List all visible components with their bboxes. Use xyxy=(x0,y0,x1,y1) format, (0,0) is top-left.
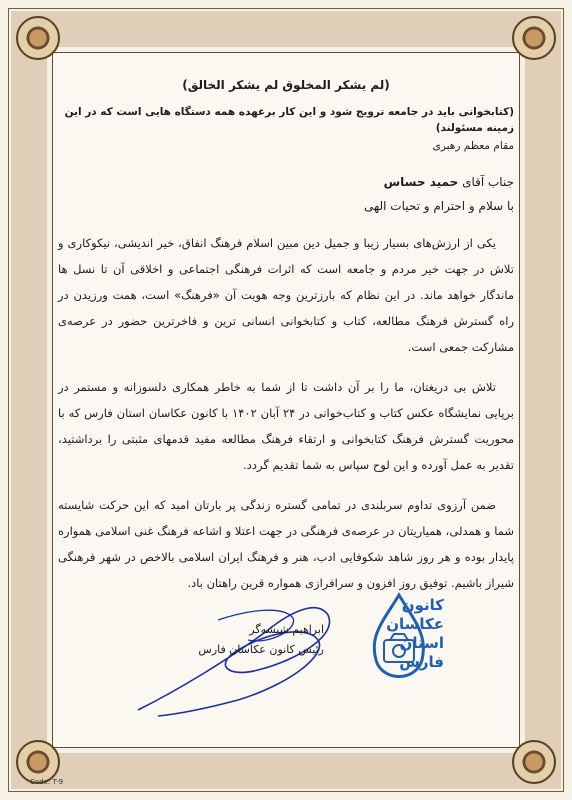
signature-area xyxy=(58,590,514,700)
signer-block xyxy=(198,620,324,660)
addressee xyxy=(58,172,514,192)
paragraph-1: یکی از ارزش‌های بسیار زیبا و جمیل دین مبین اسلام فرهنگ انفاق، خیر اندیشی، نیکوکاری و تلاش در جهت خیر مردم و جامعه است که اثرات فرهنگی اجتماعی و اخلاقی آن تا نسل ها ماندگار خواهد ماند. در این نظام که بارزترین وجه هویت آن «فرهنگ» است، همت ورزیدن در راه گسترش فرهنگ مطالعه، کتاب و کتابخوانی انسانی ترین و فاخرترین حضور در عرصه‌ی مشارکت جمعی است. xyxy=(58,236,514,354)
addressee-prefix: جناب آقای xyxy=(462,175,514,189)
signer-title: رئیس کانون عکاسان فارس xyxy=(198,643,324,656)
paragraph-3: ضمن آرزوی تداوم سربلندی در تمامی گستره زندگی پر بارتان امید که این حرکت شایسته شما و همدلی، همیاریتان در عرصه‌ی فرهنگی در جهت اعتلا و اشاعه فرهنگ غنی اسلامی همواره پایدار بوده و هر روز شاهد شکوفایی ادب، هنر و فرهنگ ایران اسلامی بالاخص در شهر فرهنگی شیراز باشیم. توفیق روز افزون و سرافرازی همواره قرین راهتان باد. xyxy=(58,498,514,590)
signer-name: ابراهیم شیشه‌گر xyxy=(249,623,324,636)
logo-line: کانون xyxy=(401,596,444,614)
heading: (لم یشکر المخلوق لم یشکر الخالق) xyxy=(182,78,390,92)
logo xyxy=(364,590,514,690)
logo-line: عکاسان xyxy=(386,615,444,633)
corner-ornament-bottom-right xyxy=(512,740,556,784)
footer-code: Code: T-9 xyxy=(30,778,64,786)
quote: (کتابخوانی باید در جامعه ترویج شود و این کار برعهده همه دستگاه هایی است که در این زمینه مسئولند) xyxy=(64,106,514,134)
greeting: با سلام و احترام و تحیات الهی xyxy=(363,199,514,213)
corner-ornament-top-left xyxy=(16,16,60,60)
logo-line: استان xyxy=(399,634,444,652)
logo-line: فارس xyxy=(399,653,444,671)
logo-wordmark xyxy=(386,596,444,672)
paragraph-2: تلاش بی دریغتان، ما را بر آن داشت تا از شما به خاطر همکاری دلسوزانه و مستمر در برپایی نمایشگاه عکس کتاب و کتاب‌خوانی در ۲۴ آبان ۱۴۰۲ با کانون عکاسان استان فارس که با محوریت گسترش فرهنگ کتابخوانی و ارتقاء فرهنگ مطالعه مفید قدمهای مثبتی را برداشتید، تقدیر به عمل آورده و این لوح سپاس به شما تقدیم گردد. xyxy=(58,380,514,472)
corner-ornament-top-right xyxy=(512,16,556,60)
quote-source: مقام معظم رهبری xyxy=(432,140,514,152)
addressee-name: حمید حساس xyxy=(383,175,459,189)
